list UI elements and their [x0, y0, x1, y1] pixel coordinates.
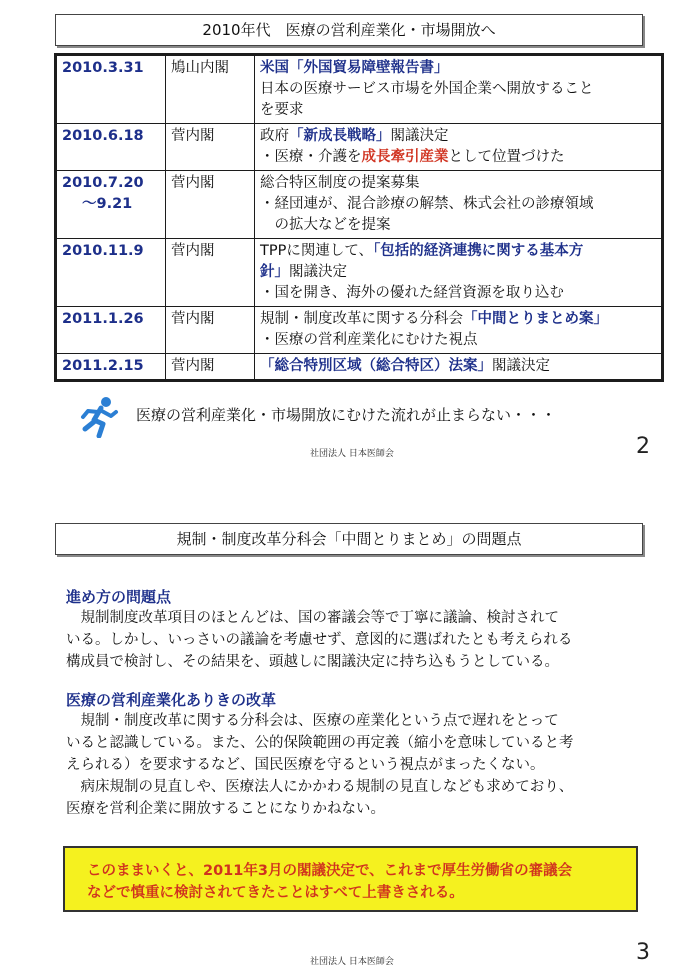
timeline-row	[56, 239, 663, 307]
timeline-cabinet: 菅内閣	[166, 171, 255, 239]
date-text: 2010.7.20	[62, 175, 144, 191]
date-text: 2010.3.31	[62, 60, 144, 76]
description-text: 政府	[260, 128, 289, 144]
timeline-description	[255, 171, 663, 239]
description-line	[260, 79, 656, 100]
timeline-cabinet: 菅内閣	[166, 307, 255, 354]
description-text: ・国を開き、海外の優れた経営資源を取り込む	[260, 285, 564, 301]
description-line	[260, 330, 656, 351]
timeline-date	[56, 307, 166, 354]
highlight-text: 「中間とりまとめ案」	[463, 311, 608, 327]
section2-heading: 医療の営利産業化ありきの改革	[66, 691, 277, 709]
slide2-page-number: 3	[636, 940, 650, 965]
slide2-title: 規制・制度改革分科会「中間とりまとめ」の問題点	[55, 523, 643, 555]
description-line	[260, 126, 656, 147]
description-line	[260, 309, 656, 330]
description-line	[260, 356, 656, 377]
section2-line: えられる）を要求するなど、国民医療を守るという視点がまったくない。	[66, 757, 545, 773]
running-person-icon	[79, 396, 119, 438]
description-text: ・医療の営利産業化にむけた視点	[260, 332, 478, 348]
section1-heading: 進め方の問題点	[66, 588, 172, 606]
description-text: TPPに関連して、	[260, 243, 374, 259]
timeline-table	[54, 53, 664, 382]
warning-box	[63, 846, 638, 912]
description-line	[260, 194, 656, 215]
section1-line: いる。しかし、いっさいの議論を考慮せず、意図的に選ばれたとも考えられる	[66, 632, 573, 648]
section2-line: 医療を営利企業に開放することになりかねない。	[66, 801, 385, 817]
section2-line: 病床規制の見直しや、医療法人にかかわる規制の見直しなども求めており、	[66, 779, 574, 795]
description-text: 閣議決定	[289, 264, 347, 280]
description-line	[260, 173, 656, 194]
slide1-footer: 社団法人 日本医師会	[310, 449, 394, 459]
description-text: 日本の医療サービス市場を外国企業へ開放すること	[260, 81, 594, 97]
highlight-text: 「包括的経済連携に関する基本方	[373, 243, 584, 259]
timeline-row	[56, 171, 663, 239]
flow-text: 医療の営利産業化・市場開放にむけた流れが止まらない・・・	[136, 406, 557, 424]
description-line	[260, 283, 656, 304]
section1-body	[66, 607, 666, 673]
slide1-page-number: 2	[636, 434, 650, 459]
timeline-cabinet: 菅内閣	[166, 124, 255, 171]
timeline-cabinet: 菅内閣	[166, 239, 255, 307]
highlight-text: 「総合特別区域（総合特区）法案」	[260, 358, 492, 374]
description-line	[260, 241, 656, 262]
section2-line: 規制・制度改革に関する分科会は、医療の産業化という点で遅れをとって	[66, 713, 559, 729]
description-text: ・経団連が、混合診療の解禁、株式会社の診療領域	[260, 196, 594, 212]
description-text: 総合特区制度の提案募集	[260, 175, 420, 191]
timeline-cabinet: 菅内閣	[166, 354, 255, 381]
section2-body	[66, 710, 666, 820]
date-end-text: ～9.21	[82, 196, 133, 212]
description-text: 規制・制度改革に関する分科会	[260, 311, 463, 327]
timeline-description	[255, 307, 663, 354]
description-line	[260, 215, 656, 236]
warning-line: このままいくと、2011年3月の閣議決定で、これまで厚生労働省の審議会	[87, 863, 573, 879]
timeline-row	[56, 55, 663, 124]
timeline-description	[255, 354, 663, 381]
timeline-date	[56, 239, 166, 307]
highlight-text: 成長牽引産業	[361, 149, 449, 165]
timeline-row	[56, 307, 663, 354]
slide2-footer: 社団法人 日本医師会	[310, 957, 394, 967]
section1-line: 規制制度改革項目のほとんどは、国の審議会等で丁寧に議論、検討されて	[66, 610, 559, 626]
timeline-description	[255, 55, 663, 124]
highlight-text: 針」	[260, 264, 289, 280]
description-text: の拡大などを提案	[260, 217, 391, 233]
timeline-date	[56, 354, 166, 381]
timeline-date	[56, 55, 166, 124]
description-line	[260, 58, 656, 79]
description-text: を要求	[260, 102, 304, 118]
description-text: 閣議決定	[390, 128, 449, 144]
timeline-cabinet: 鳩山内閣	[166, 55, 255, 124]
timeline-date	[56, 124, 166, 171]
slide1-title: 2010年代 医療の営利産業化・市場開放へ	[55, 14, 643, 46]
warning-line: などで慎重に検討されてきたことはすべて上書きされる。	[87, 885, 464, 901]
description-text: ・医療・介護を	[260, 149, 362, 165]
date-text: 2010.6.18	[62, 128, 144, 144]
section2-line: いると認識している。また、公的保険範囲の再定義（縮小を意味していると考	[66, 735, 574, 751]
timeline-row	[56, 354, 663, 381]
timeline-description	[255, 124, 663, 171]
timeline-row	[56, 124, 663, 171]
section1-line: 構成員で検討し、その結果を、頭越しに閣議決定に持ち込もうとしている。	[66, 654, 559, 670]
highlight-text: 米国「外国貿易障壁報告書」	[260, 60, 449, 76]
timeline-date	[56, 171, 166, 239]
description-line	[260, 147, 656, 168]
date-text: 2010.11.9	[62, 243, 144, 259]
description-text: 閣議決定	[492, 358, 550, 374]
highlight-text: 「新成長戦略」	[289, 128, 391, 144]
description-line	[260, 100, 656, 121]
date-text: 2011.2.15	[62, 358, 144, 374]
description-line	[260, 262, 656, 283]
description-text: として位置づけた	[448, 149, 565, 165]
date-text: 2011.1.26	[62, 311, 144, 327]
timeline-description	[255, 239, 663, 307]
